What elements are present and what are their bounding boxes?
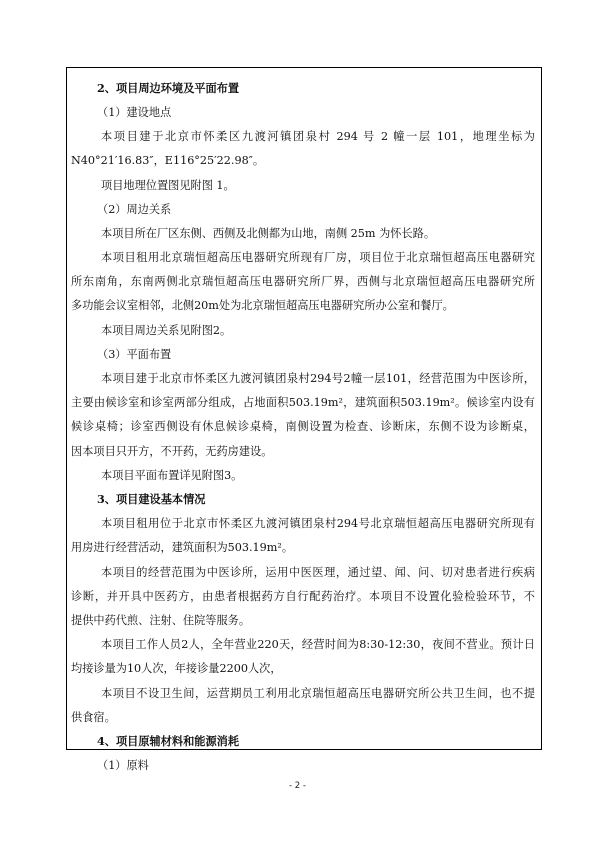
text-line: 本项目平面布置详见附图3。 (101, 469, 243, 482)
text-line: 均接诊量为10人次，年接诊量2200人次， (71, 662, 282, 675)
section-heading: 2、项目周边环境及平面布置 (97, 81, 240, 95)
text-line: 项目地理位置图见附图 1。 (101, 179, 235, 192)
text-line: 本项目不设卫生间，运营期员工利用北京瑞恒超高压电器研究所公共卫生间，也不提 (101, 687, 535, 700)
section-heading: 3、项目建设基本情况 (97, 492, 206, 506)
text-line: 候诊桌椅；诊室西侧设有休息候诊桌椅，南侧设置为检查、诊断床，东侧不设为诊断桌， (71, 420, 535, 433)
text-line: （2）周边关系 (97, 203, 172, 216)
text-line: 提供中药代煎、注射、住院等服务。 (71, 614, 251, 627)
text-line: 本项目建于北京市怀柔区九渡河镇团泉村294号2幢一层101，经营范围为中医诊所， (101, 372, 535, 385)
text-line: 本项目建于北京市怀柔区九渡河镇团泉村 294 号 2 幢一层 101，地理坐标为 (101, 130, 535, 143)
text-line: 本项目租用位于北京市怀柔区九渡河镇团泉村294号北京瑞恒超高压电器研究所现有 (101, 517, 535, 530)
text-line: （1）建设地点 (97, 106, 172, 119)
text-line: 用房进行经营活动，建筑面积为503.19m²。 (71, 541, 294, 554)
text-line: 本项目的经营范围为中医诊所，运用中医医理，通过望、闻、问、切对患者进行疾病 (101, 566, 535, 579)
text-line: 多功能会议室相邻，北侧20m处为北京瑞恒超高压电器研究所办公室和餐厅。 (71, 299, 454, 312)
text-line: 因本项目只开方，不开药，无药房建设。 (71, 445, 273, 458)
text-line: 主要由候诊室和诊室两部分组成，占地面积503.19m²，建筑面积503.19m²。候诊室内设有 (71, 396, 535, 409)
text-line: 供食宿。 (71, 711, 116, 724)
text-line: 诊断，并开具中医药方，由患者根据药方自行配药治疗。本项目不设置化验检验环节，不 (71, 590, 535, 603)
text-line: 本项目租用北京瑞恒超高压电器研究所现有厂房，项目位于北京瑞恒超高压电器研究 (101, 251, 535, 264)
text-line: 本项目所在厂区东侧、西侧及北侧都为山地，南侧 25m 为怀长路。 (101, 227, 436, 240)
page-number: - 2 - (289, 781, 306, 791)
text-line: 本项目周边关系见附图2。 (101, 324, 232, 337)
text-line: （1）原料 (97, 759, 149, 772)
text-line: （3）平面布置 (97, 348, 172, 361)
content-frame (66, 67, 542, 772)
text-line: 本项目工作人员2人，全年营业220天，经营时间为8:30-12:30，夜间不营业。预计日 (101, 638, 535, 651)
section-heading: 4、项目原辅材料和能源消耗 (97, 734, 240, 748)
text-line: 所东南角，东南两侧北京瑞恒超高压电器研究所厂界，西侧与北京瑞恒超高压电器研究所 (71, 275, 535, 288)
text-line: N40°21′16.83″，E116°25′22.98″。 (71, 154, 265, 167)
